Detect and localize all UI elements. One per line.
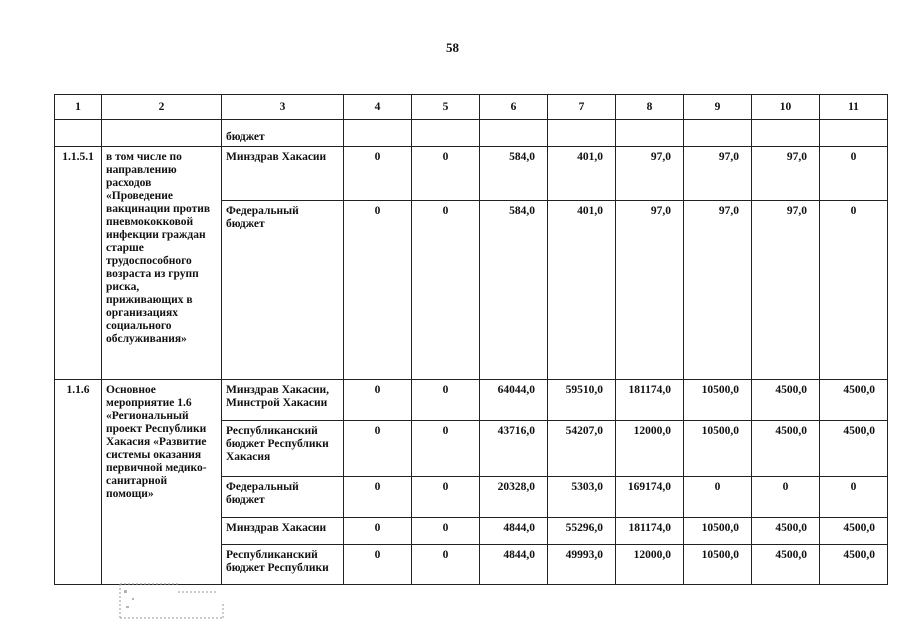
empty-cell [412, 120, 480, 147]
value-cell: 43716,0 [480, 421, 548, 477]
value-cell: 0 [412, 477, 480, 518]
value-cell: 59510,0 [548, 380, 616, 421]
funding-source: Республиканский бюджет Республики Хакасия [222, 421, 344, 477]
value-cell: 4844,0 [480, 518, 548, 545]
value-cell: 4500,0 [752, 518, 820, 545]
item-name: Основное мероприятие 1.6 «Региональный проект Республики Хакасия «Развитие системы оказания первичной медико-санитарной помощи» [102, 380, 222, 585]
header-cell: 8 [616, 95, 684, 120]
header-cell: 6 [480, 95, 548, 120]
header-cell: 5 [412, 95, 480, 120]
header-cell: 1 [55, 95, 102, 120]
value-cell: 0 [820, 201, 888, 380]
value-cell: 0 [412, 201, 480, 380]
value-cell: 10500,0 [684, 380, 752, 421]
value-cell: 584,0 [480, 201, 548, 380]
value-cell: 0 [412, 518, 480, 545]
stamp-mark [118, 578, 228, 620]
item-code: 1.1.6 [55, 380, 102, 585]
funding-source: Минздрав Хакасии [222, 518, 344, 545]
empty-cell [616, 120, 684, 147]
value-cell: 4500,0 [820, 518, 888, 545]
value-cell: 181174,0 [616, 518, 684, 545]
value-cell: 0 [344, 421, 412, 477]
funding-source: бюджет [222, 120, 344, 147]
empty-cell [752, 120, 820, 147]
value-cell: 97,0 [616, 147, 684, 201]
value-cell: 4500,0 [820, 545, 888, 585]
value-cell: 0 [412, 147, 480, 201]
value-cell: 0 [820, 477, 888, 518]
value-cell: 12000,0 [616, 421, 684, 477]
value-cell: 12000,0 [616, 545, 684, 585]
funding-source: Минздрав Хакасии [222, 147, 344, 201]
value-cell: 0 [344, 147, 412, 201]
table-row [55, 380, 888, 421]
value-cell: 0 [344, 380, 412, 421]
page-number: 58 [446, 40, 459, 55]
value-cell: 4500,0 [820, 380, 888, 421]
empty-cell [684, 120, 752, 147]
value-cell: 4500,0 [752, 545, 820, 585]
value-cell: 401,0 [548, 147, 616, 201]
value-cell: 10500,0 [684, 518, 752, 545]
value-cell: 97,0 [752, 201, 820, 380]
header-cell: 10 [752, 95, 820, 120]
value-cell: 10500,0 [684, 545, 752, 585]
table-row [55, 147, 888, 201]
funding-source: Минздрав Хакасии, Минстрой Хакасии [222, 380, 344, 421]
value-cell: 181174,0 [616, 380, 684, 421]
header-row [55, 95, 888, 120]
value-cell: 0 [344, 545, 412, 585]
empty-cell [480, 120, 548, 147]
value-cell: 0 [344, 477, 412, 518]
value-cell: 54207,0 [548, 421, 616, 477]
value-cell: 0 [412, 421, 480, 477]
header-cell: 2 [102, 95, 222, 120]
value-cell: 97,0 [616, 201, 684, 380]
empty-cell [344, 120, 412, 147]
header-cell: 11 [820, 95, 888, 120]
value-cell: 0 [344, 518, 412, 545]
empty-cell [55, 120, 102, 147]
header-cell: 4 [344, 95, 412, 120]
empty-cell [548, 120, 616, 147]
funding-source: Федеральный бюджет [222, 201, 344, 380]
value-cell: 4844,0 [480, 545, 548, 585]
value-cell: 401,0 [548, 201, 616, 380]
value-cell: 49993,0 [548, 545, 616, 585]
value-cell: 0 [412, 545, 480, 585]
value-cell: 10500,0 [684, 421, 752, 477]
value-cell: 97,0 [684, 147, 752, 201]
value-cell: 0 [344, 201, 412, 380]
value-cell: 55296,0 [548, 518, 616, 545]
empty-cell [820, 120, 888, 147]
funding-source: Федеральный бюджет [222, 477, 344, 518]
value-cell: 584,0 [480, 147, 548, 201]
value-cell: 0 [752, 477, 820, 518]
value-cell: 4500,0 [752, 380, 820, 421]
value-cell: 97,0 [752, 147, 820, 201]
funding-source: Республиканский бюджет Республики [222, 545, 344, 585]
value-cell: 97,0 [684, 201, 752, 380]
value-cell: 0 [412, 380, 480, 421]
table-row [55, 120, 888, 147]
value-cell: 0 [820, 147, 888, 201]
item-code: 1.1.5.1 [55, 147, 102, 380]
value-cell: 5303,0 [548, 477, 616, 518]
header-cell: 9 [684, 95, 752, 120]
value-cell: 0 [684, 477, 752, 518]
value-cell: 169174,0 [616, 477, 684, 518]
item-name: в том числе по направлению расходов «Проведение вакцинации против пневмококковой инфекции граждан старше трудоспособного возраста из групп риска, приживающих в организациях социального обслуживания» [102, 147, 222, 380]
empty-cell [102, 120, 222, 147]
value-cell: 64044,0 [480, 380, 548, 421]
header-cell: 3 [222, 95, 344, 120]
value-cell: 20328,0 [480, 477, 548, 518]
value-cell: 4500,0 [752, 421, 820, 477]
value-cell: 4500,0 [820, 421, 888, 477]
budget-table [54, 94, 888, 585]
header-cell: 7 [548, 95, 616, 120]
